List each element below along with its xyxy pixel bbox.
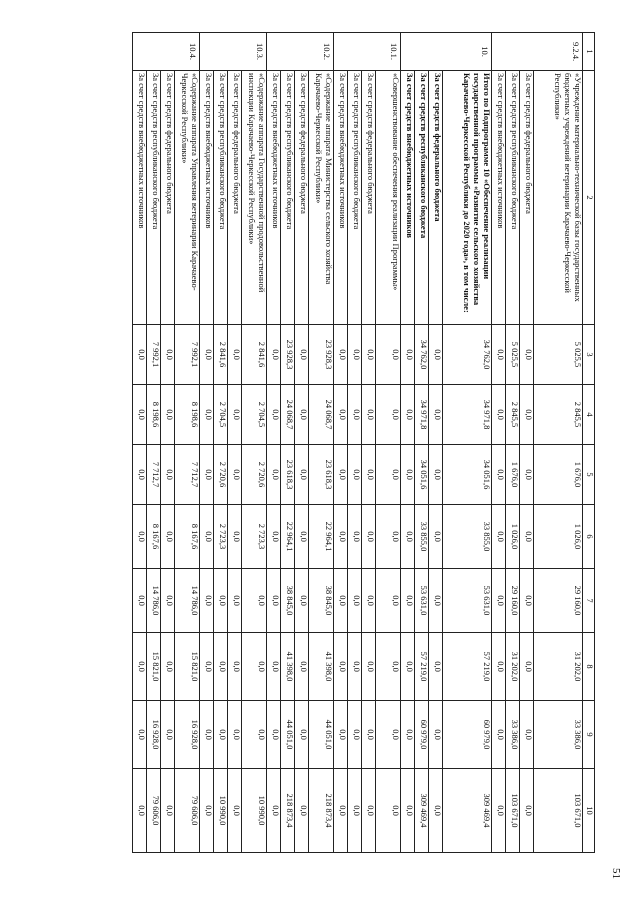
- value-cell: 0,0: [348, 633, 362, 701]
- value-cell: 60 979,0: [443, 701, 492, 769]
- value-cell: 10 990,0: [214, 769, 228, 853]
- value-cell: 38 845,0: [281, 569, 295, 633]
- row-name: За счет средств республиканского бюджета: [348, 71, 362, 325]
- value-cell: 0,0: [492, 385, 506, 445]
- value-cell: 0,0: [242, 701, 267, 769]
- header-row: [583, 33, 595, 853]
- table-body: [133, 33, 583, 853]
- value-cell: 0,0: [520, 325, 534, 385]
- value-cell: 0,0: [133, 569, 147, 633]
- value-cell: 0,0: [200, 385, 214, 445]
- value-cell: 14 786,0: [175, 569, 200, 633]
- value-cell: 38 845,0: [309, 569, 334, 633]
- value-cell: 0,0: [362, 633, 376, 701]
- table-row-funding-source: [415, 33, 429, 853]
- value-cell: 0,0: [429, 505, 443, 569]
- value-cell: 34 762,0: [415, 325, 429, 385]
- value-cell: 0,0: [214, 701, 228, 769]
- table-row-funding-source: [295, 33, 309, 853]
- row-name: За счет средств внебюджетных источников: [133, 71, 147, 325]
- value-cell: 0,0: [267, 385, 281, 445]
- value-cell: 0,0: [401, 445, 415, 505]
- value-cell: 0,0: [492, 445, 506, 505]
- value-cell: 23 618,3: [281, 445, 295, 505]
- value-cell: 0,0: [133, 701, 147, 769]
- value-cell: 0,0: [376, 701, 401, 769]
- column-header: 7: [583, 569, 595, 633]
- table-row-funding-source: [267, 33, 281, 853]
- value-cell: 41 398,0: [281, 633, 295, 701]
- value-cell: 0,0: [200, 569, 214, 633]
- row-name: За счет средств республиканского бюджета: [506, 71, 520, 325]
- value-cell: 16 928,0: [175, 701, 200, 769]
- value-cell: 22 964,1: [309, 505, 334, 569]
- value-cell: 2 723,3: [214, 505, 228, 569]
- value-cell: 0,0: [348, 385, 362, 445]
- table-row-funding-source: [429, 33, 443, 853]
- table-row-item: [242, 33, 267, 853]
- value-cell: 2 720,6: [242, 445, 267, 505]
- value-cell: 0,0: [228, 325, 242, 385]
- value-cell: 1 676,0: [506, 445, 520, 505]
- table-row-funding-source: [147, 33, 161, 853]
- value-cell: 0,0: [267, 633, 281, 701]
- value-cell: 0,0: [295, 569, 309, 633]
- value-cell: 0,0: [295, 505, 309, 569]
- value-cell: 0,0: [242, 569, 267, 633]
- value-cell: 0,0: [295, 633, 309, 701]
- value-cell: 0,0: [228, 633, 242, 701]
- value-cell: 0,0: [401, 701, 415, 769]
- row-name: За счет средств федерального бюджета: [362, 71, 376, 325]
- value-cell: 0,0: [161, 569, 175, 633]
- value-cell: 0,0: [401, 385, 415, 445]
- value-cell: 33 386,0: [534, 701, 583, 769]
- value-cell: 79 606,0: [175, 769, 200, 853]
- value-cell: 0,0: [492, 701, 506, 769]
- value-cell: 0,0: [334, 325, 348, 385]
- value-cell: 31 202,0: [534, 633, 583, 701]
- column-header: 8: [583, 633, 595, 701]
- value-cell: 0,0: [429, 325, 443, 385]
- value-cell: 34 971,8: [415, 385, 429, 445]
- value-cell: 2 841,6: [214, 325, 228, 385]
- value-cell: 2 845,5: [534, 385, 583, 445]
- value-cell: 33 855,0: [443, 505, 492, 569]
- value-cell: 0,0: [376, 569, 401, 633]
- value-cell: 0,0: [133, 445, 147, 505]
- table-row-item: [309, 33, 334, 853]
- value-cell: 44 051,0: [281, 701, 295, 769]
- value-cell: 103 671,0: [534, 769, 583, 853]
- value-cell: 41 398,0: [309, 633, 334, 701]
- value-cell: 0,0: [133, 769, 147, 853]
- item-index: 10.4.: [133, 33, 200, 71]
- item-index: 10.1.: [334, 33, 401, 71]
- value-cell: 0,0: [161, 701, 175, 769]
- value-cell: 0,0: [520, 505, 534, 569]
- table-row-funding-source: [401, 33, 415, 853]
- column-header: 6: [583, 505, 595, 569]
- value-cell: 22 964,1: [281, 505, 295, 569]
- value-cell: 0,0: [267, 569, 281, 633]
- value-cell: 103 671,0: [506, 769, 520, 853]
- value-cell: 15 821,0: [175, 633, 200, 701]
- row-name: За счет средств республиканского бюджета: [147, 71, 161, 325]
- value-cell: 0,0: [362, 569, 376, 633]
- value-cell: 0,0: [492, 633, 506, 701]
- value-cell: 57 219,0: [443, 633, 492, 701]
- value-cell: 0,0: [133, 385, 147, 445]
- value-cell: 2 704,5: [214, 385, 228, 445]
- value-cell: 0,0: [348, 505, 362, 569]
- value-cell: 0,0: [295, 385, 309, 445]
- row-name: «Учреждение материально-технической базы государственных бюджетных учреждений ветеринарии Карачаево-Черкесской Республики»: [534, 71, 583, 325]
- table-row-funding-source: [334, 33, 348, 853]
- value-cell: 8 198,6: [175, 385, 200, 445]
- value-cell: 0,0: [348, 325, 362, 385]
- value-cell: 0,0: [362, 385, 376, 445]
- row-name: За счет средств республиканского бюджета: [415, 71, 429, 325]
- row-name: За счет средств республиканского бюджета: [281, 71, 295, 325]
- value-cell: 0,0: [362, 445, 376, 505]
- value-cell: 0,0: [200, 633, 214, 701]
- value-cell: 0,0: [200, 505, 214, 569]
- value-cell: 34 051,6: [443, 445, 492, 505]
- value-cell: 0,0: [492, 325, 506, 385]
- value-cell: 0,0: [334, 769, 348, 853]
- value-cell: 0,0: [362, 505, 376, 569]
- value-cell: 0,0: [520, 701, 534, 769]
- value-cell: 15 821,0: [147, 633, 161, 701]
- value-cell: 23 928,3: [281, 325, 295, 385]
- value-cell: 29 160,0: [506, 569, 520, 633]
- value-cell: 7 992,1: [147, 325, 161, 385]
- value-cell: 0,0: [228, 769, 242, 853]
- row-name: За счет средств внебюджетных источников: [334, 71, 348, 325]
- value-cell: 53 631,0: [415, 569, 429, 633]
- value-cell: 0,0: [520, 569, 534, 633]
- value-cell: 2 723,3: [242, 505, 267, 569]
- value-cell: 0,0: [492, 569, 506, 633]
- value-cell: 0,0: [376, 385, 401, 445]
- value-cell: 0,0: [362, 325, 376, 385]
- table-row-funding-source: [200, 33, 214, 853]
- value-cell: 33 855,0: [415, 505, 429, 569]
- column-header: 1: [583, 33, 595, 71]
- page-number: 51: [610, 868, 622, 879]
- value-cell: 14 786,0: [147, 569, 161, 633]
- value-cell: 23 618,3: [309, 445, 334, 505]
- value-cell: 5 025,5: [534, 325, 583, 385]
- table-row-item: [175, 33, 200, 853]
- row-name: «Содержание аппарата Управления ветеринарии Карачаево-Черкесской Республики»: [175, 71, 200, 325]
- value-cell: 0,0: [376, 445, 401, 505]
- value-cell: 0,0: [334, 505, 348, 569]
- value-cell: 0,0: [267, 325, 281, 385]
- value-cell: 29 160,0: [534, 569, 583, 633]
- value-cell: 0,0: [520, 385, 534, 445]
- value-cell: 0,0: [401, 633, 415, 701]
- value-cell: 0,0: [161, 385, 175, 445]
- item-index: 9.2.4.: [492, 33, 583, 71]
- value-cell: 0,0: [267, 445, 281, 505]
- table-row-funding-source: [214, 33, 228, 853]
- row-name: Итого по Подпрограмме 10 «Обеспечение реализации государственной программы «Развитие сельского хозяйства Карачаево-Черкесской Республики до 2020 года», в том числе:: [443, 71, 492, 325]
- value-cell: 34 051,6: [415, 445, 429, 505]
- row-name: За счет средств федерального бюджета: [520, 71, 534, 325]
- value-cell: 0,0: [200, 445, 214, 505]
- value-cell: 33 386,0: [506, 701, 520, 769]
- table-row-funding-source: [362, 33, 376, 853]
- value-cell: 0,0: [429, 701, 443, 769]
- column-header: 10: [583, 769, 595, 853]
- row-name: За счет средств федерального бюджета: [295, 71, 309, 325]
- budget-table: [132, 32, 595, 853]
- value-cell: 0,0: [214, 569, 228, 633]
- value-cell: 0,0: [334, 445, 348, 505]
- value-cell: 0,0: [200, 769, 214, 853]
- table-row-funding-source: [281, 33, 295, 853]
- value-cell: 0,0: [228, 385, 242, 445]
- value-cell: 2 845,5: [506, 385, 520, 445]
- value-cell: 0,0: [348, 569, 362, 633]
- row-name: За счет средств внебюджетных источников: [492, 71, 506, 325]
- value-cell: 0,0: [362, 701, 376, 769]
- value-cell: 218 873,4: [309, 769, 334, 853]
- value-cell: 53 631,0: [443, 569, 492, 633]
- value-cell: 0,0: [295, 445, 309, 505]
- value-cell: 0,0: [161, 769, 175, 853]
- value-cell: 0,0: [334, 701, 348, 769]
- value-cell: 10 990,0: [242, 769, 267, 853]
- row-name: «Содержание аппарата Министерства сельского хозяйства Карачаево-Черкесской Республики»: [309, 71, 334, 325]
- value-cell: 0,0: [429, 569, 443, 633]
- value-cell: 0,0: [200, 325, 214, 385]
- value-cell: 0,0: [401, 769, 415, 853]
- value-cell: 0,0: [376, 769, 401, 853]
- row-name: «Содержание аппарата Государственной продовольственной инспекции Карачаево-Черкесской Республики»: [242, 71, 267, 325]
- value-cell: 1 676,0: [534, 445, 583, 505]
- value-cell: 0,0: [492, 505, 506, 569]
- value-cell: 0,0: [429, 769, 443, 853]
- value-cell: 0,0: [348, 769, 362, 853]
- value-cell: 0,0: [348, 701, 362, 769]
- value-cell: 7 992,1: [175, 325, 200, 385]
- value-cell: 0,0: [133, 325, 147, 385]
- column-header: 2: [583, 71, 595, 325]
- value-cell: 0,0: [228, 445, 242, 505]
- value-cell: 0,0: [362, 769, 376, 853]
- value-cell: 34 762,0: [443, 325, 492, 385]
- column-header: 5: [583, 445, 595, 505]
- value-cell: 0,0: [334, 385, 348, 445]
- table-row-funding-source: [492, 33, 506, 853]
- table-row-funding-source: [133, 33, 147, 853]
- value-cell: 0,0: [133, 633, 147, 701]
- table-row-funding-source: [348, 33, 362, 853]
- value-cell: 7 712,7: [147, 445, 161, 505]
- value-cell: 16 928,0: [147, 701, 161, 769]
- value-cell: 0,0: [334, 633, 348, 701]
- value-cell: 0,0: [429, 633, 443, 701]
- value-cell: 0,0: [334, 569, 348, 633]
- value-cell: 0,0: [228, 505, 242, 569]
- value-cell: 0,0: [401, 325, 415, 385]
- value-cell: 0,0: [520, 445, 534, 505]
- row-name: За счет средств внебюджетных источников: [200, 71, 214, 325]
- value-cell: 0,0: [520, 633, 534, 701]
- row-name: «Совершенствование обеспечения реализации Программы»: [376, 71, 401, 325]
- value-cell: 0,0: [267, 701, 281, 769]
- value-cell: 0,0: [161, 633, 175, 701]
- value-cell: 79 606,0: [147, 769, 161, 853]
- table-row-funding-source: [228, 33, 242, 853]
- value-cell: 218 873,4: [281, 769, 295, 853]
- row-name: За счет средств федерального бюджета: [228, 71, 242, 325]
- value-cell: 0,0: [348, 445, 362, 505]
- table-row-funding-source: [506, 33, 520, 853]
- value-cell: 0,0: [295, 325, 309, 385]
- table-row-item: [376, 33, 401, 853]
- value-cell: 2 704,5: [242, 385, 267, 445]
- value-cell: 0,0: [161, 445, 175, 505]
- value-cell: 8 167,6: [147, 505, 161, 569]
- row-name: За счет средств внебюджетных источников: [267, 71, 281, 325]
- value-cell: 309 469,4: [443, 769, 492, 853]
- value-cell: 0,0: [161, 325, 175, 385]
- value-cell: 5 025,5: [506, 325, 520, 385]
- value-cell: 0,0: [401, 569, 415, 633]
- value-cell: 44 051,0: [309, 701, 334, 769]
- value-cell: 2 841,6: [242, 325, 267, 385]
- value-cell: 0,0: [214, 633, 228, 701]
- column-header: 4: [583, 385, 595, 445]
- item-index: 10.3.: [200, 33, 267, 71]
- value-cell: 0,0: [295, 701, 309, 769]
- value-cell: 8 198,6: [147, 385, 161, 445]
- value-cell: 0,0: [376, 325, 401, 385]
- item-index: 10.: [401, 33, 492, 71]
- value-cell: 0,0: [492, 769, 506, 853]
- row-name: За счет средств федерального бюджета: [429, 71, 443, 325]
- value-cell: 309 469,4: [415, 769, 429, 853]
- row-name: За счет средств федерального бюджета: [161, 71, 175, 325]
- table-row-funding-source: [520, 33, 534, 853]
- value-cell: 0,0: [376, 505, 401, 569]
- value-cell: 1 026,0: [534, 505, 583, 569]
- row-name: За счет средств республиканского бюджета: [214, 71, 228, 325]
- value-cell: 34 971,8: [443, 385, 492, 445]
- table-row-funding-source: [161, 33, 175, 853]
- value-cell: 7 712,7: [175, 445, 200, 505]
- value-cell: 0,0: [429, 445, 443, 505]
- value-cell: 57 219,0: [415, 633, 429, 701]
- value-cell: 0,0: [133, 505, 147, 569]
- item-index: 10.2.: [267, 33, 334, 71]
- row-name: За счет средств внебюджетных источников: [401, 71, 415, 325]
- value-cell: 0,0: [429, 385, 443, 445]
- value-cell: 0,0: [295, 769, 309, 853]
- value-cell: 0,0: [161, 505, 175, 569]
- value-cell: 31 202,0: [506, 633, 520, 701]
- value-cell: 24 068,7: [309, 385, 334, 445]
- value-cell: 24 068,7: [281, 385, 295, 445]
- value-cell: 2 720,6: [214, 445, 228, 505]
- value-cell: 0,0: [376, 633, 401, 701]
- column-header: 3: [583, 325, 595, 385]
- value-cell: 23 928,3: [309, 325, 334, 385]
- value-cell: 0,0: [520, 769, 534, 853]
- value-cell: 0,0: [401, 505, 415, 569]
- table-row-item: [534, 33, 583, 853]
- column-header: 9: [583, 701, 595, 769]
- value-cell: 8 167,6: [175, 505, 200, 569]
- value-cell: 0,0: [200, 701, 214, 769]
- value-cell: 0,0: [228, 569, 242, 633]
- table-row-item: [443, 33, 492, 853]
- value-cell: 0,0: [228, 701, 242, 769]
- value-cell: 1 026,0: [506, 505, 520, 569]
- value-cell: 0,0: [267, 505, 281, 569]
- value-cell: 0,0: [267, 769, 281, 853]
- value-cell: 0,0: [242, 633, 267, 701]
- value-cell: 60 979,0: [415, 701, 429, 769]
